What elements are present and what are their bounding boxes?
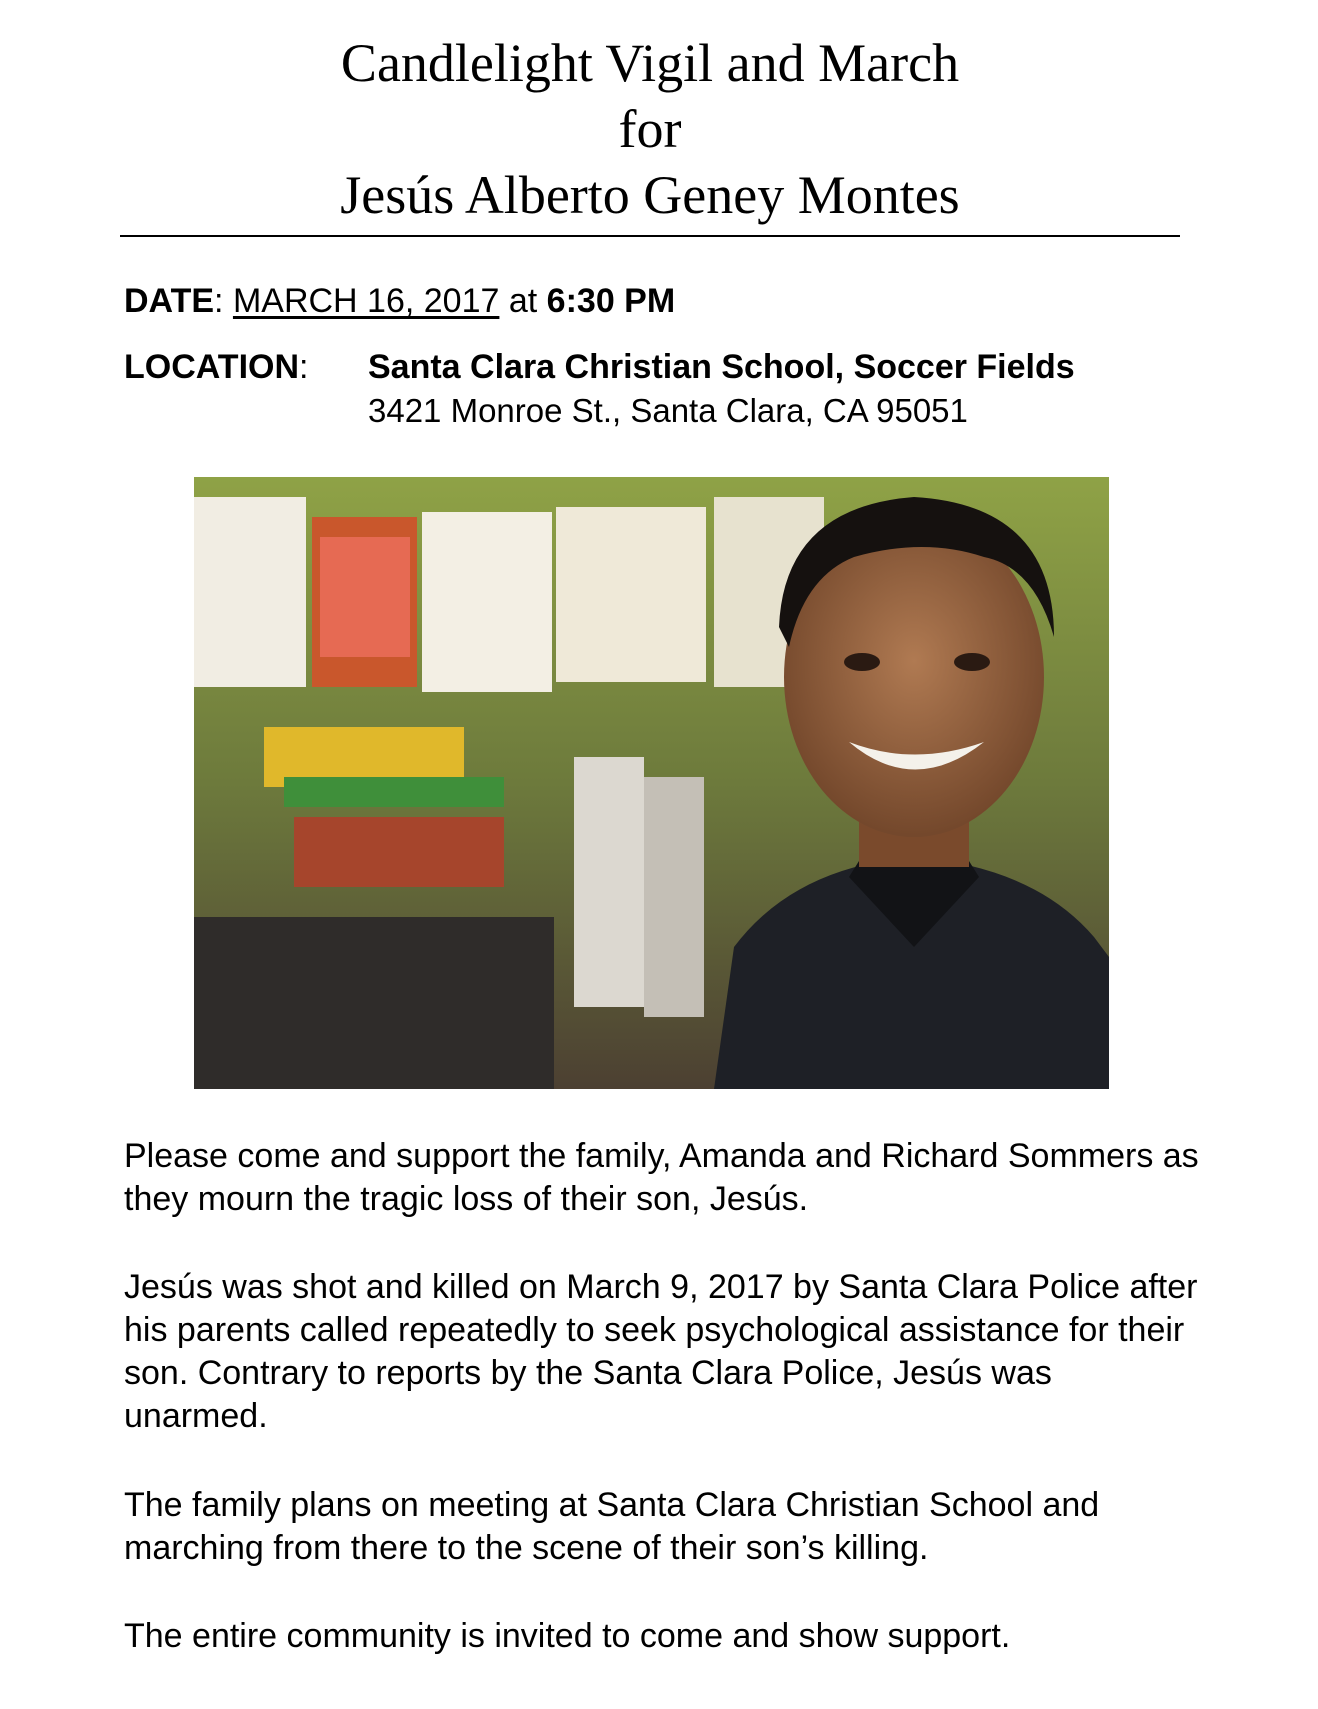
memorial-photo bbox=[194, 477, 1109, 1089]
paragraph-support: Please come and support the family, Amanda and Richard Sommers as they mourn the tragic loss of their son, Jesús. bbox=[124, 1137, 1199, 1218]
location-label: LOCATION bbox=[124, 348, 300, 386]
title-line-1: Candlelight Vigil and March bbox=[340, 33, 960, 93]
paragraph-incident: Jesús was shot and killed on March 9, 2017 by Santa Clara Police after his parents called repeatedly to seek psychological assistance for their son. Contrary to reports by the Santa Clara Police, Jesús was unarmed. bbox=[124, 1268, 1198, 1435]
date-label: DATE bbox=[124, 282, 215, 320]
location-address: 3421 Monroe St., Santa Clara, CA 95051 bbox=[368, 392, 968, 429]
title-line-3: Jesús Alberto Geney Montes bbox=[340, 165, 960, 225]
paragraph-invitation: The entire community is invited to come and show support. bbox=[124, 1617, 1011, 1655]
location-label-row: LOCATION: bbox=[124, 348, 309, 386]
title-divider bbox=[120, 235, 1180, 237]
date-value: MARCH 16, 2017 bbox=[232, 282, 500, 320]
at-word: at bbox=[508, 282, 538, 320]
event-time: 6:30 PM bbox=[546, 282, 676, 320]
date-row: DATE: MARCH 16, 2017 at 6:30 PM bbox=[124, 282, 676, 320]
location-name: Santa Clara Christian School, Soccer Fields bbox=[368, 348, 1075, 386]
flyer-title bbox=[120, 30, 1180, 228]
title-line-2: for bbox=[618, 99, 682, 159]
paragraph-march: The family plans on meeting at Santa Clara Christian School and marching from there to the scene of their son’s killing. bbox=[124, 1486, 1100, 1567]
